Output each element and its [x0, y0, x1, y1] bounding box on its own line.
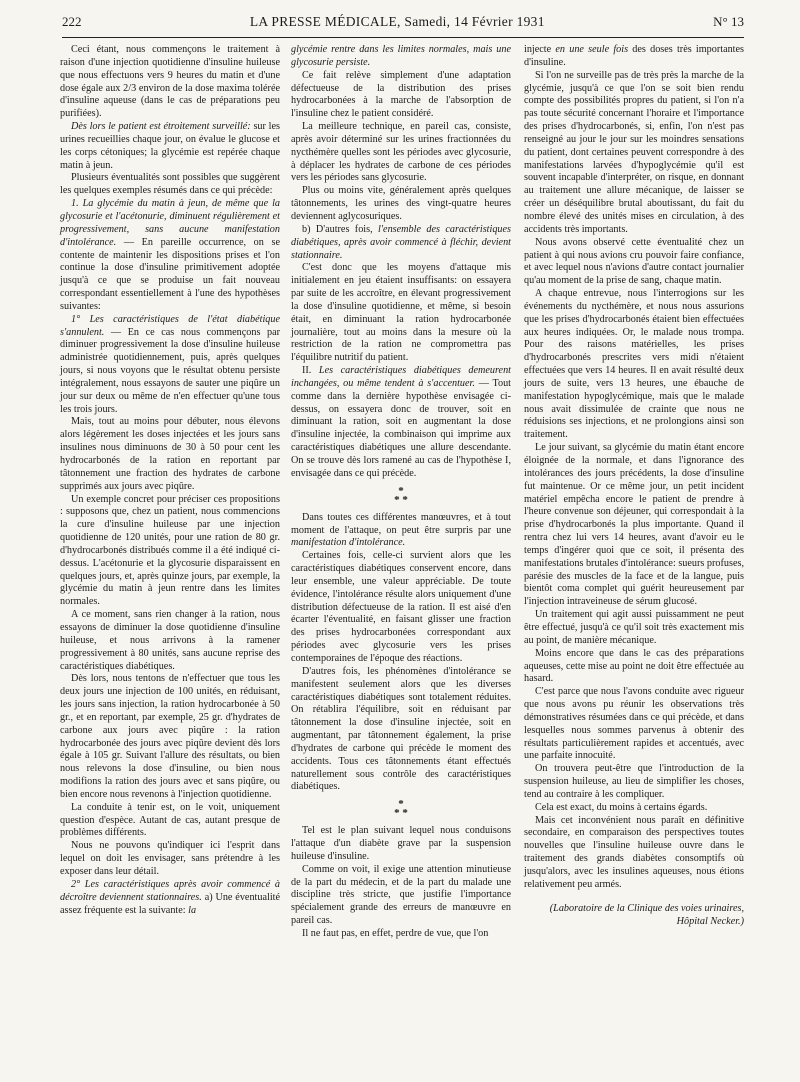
paragraph: Le jour suivant, sa glycémie du matin étant encore éloignée de la normale, et dans l'ignorance des intolérances des jours précédents, la dose d'insuline fut maintenue. Or ce même jour, un petit incident matériel empêcha encore le patient de prendre à l'heure convenue son déjeuner, qui correspondait à la prise d'hydrocarbonés la plus importante. Quand il rentra chez lui vers 14 heures, avant d'avoir eu le temps d'ingérer quoi que ce soit, il présenta des manifestations brutales d'intolérance: sueurs profuses, parésie des muscles de la face et de la langue, puis bientôt coma complet qui guérit heureusement par l'injection intraveineuse de sérum glucosé.: [524, 442, 744, 608]
column-3: [524, 44, 744, 928]
header-rule: [62, 37, 744, 38]
column-1: [60, 44, 280, 917]
paragraph: injecte en une seule fois des doses très importantes d'insuline.: [524, 44, 745, 68]
paragraph: Mais cet inconvénient nous paraît en définitive secondaire, en comparaison des perspectives toutes nouvelles que l'insuline huileuse ouvre dans le traitement des grands diabètes consomptifs où jusqu'alors, avec les insulines aqueuses, nous étions relativement peu armés.: [524, 814, 744, 890]
paragraph: La conduite à tenir est, on le voit, uniquement question d'espèce. Autant de cas, autant presque de problèmes différents.: [60, 801, 280, 839]
emphasis: Dès lors le patient est étroitement surveillé:: [71, 121, 251, 133]
paragraph: glycémie rentre dans les limites normales, mais une glycosurie persiste.: [291, 44, 511, 68]
paragraph: b) D'autres fois, l'ensemble des caractéristiques diabétiques, après avoir commencé à fléchir, devient stationnaire.: [291, 223, 511, 261]
paragraph: Cela est exact, du moins à certains égards.: [535, 801, 708, 813]
journal-title: LA PRESSE MÉDICALE, Samedi, 14 Février 1931: [249, 14, 545, 29]
paragraph: On trouvera peut-être que l'introduction de la suspension huileuse, au lieu de simplifier les choses, tend au contraire à les compliquer.: [524, 763, 744, 800]
paragraph: 1° Les caractéristiques de l'état diabétique s'annulent. — En ce cas nous commençons par diminuer progressivement la dose d'insuline huileuse administrée quotidiennement, puis, après quelques jours, si nous voyons que le résultat obtenu persiste intégralement, nous essayons de sauter une piqûre un jour sur deux ou même de n'en effectuer qu'une tous les trois jours.: [60, 313, 280, 415]
emphasis: 1. La glycémie du matin à jeun, de même que la glycosurie et l'acétonurie, diminuent régulièrement et progressivement, sans aucune manifestation d'intolérance.: [60, 198, 280, 248]
paragraph: Si l'on ne surveille pas de très près la marche de la glycémie, jusqu'à ce que l'on se soit bien rendu compte des possibilités propres du patient, si l'on n'a pas toute sécurité concernant l'horaire et l'importance des prises d'hydrocarbonés, si, enfin, l'on n'est pas renseigné au jour le jour sur les moindres sensations du patient, dont certaines peuvent correspondre à des manifestations larvées d'hypoglycémie qu'il est souvent incapable d'interpréter, on risque, en donnant au traitement une allure mécanique, de laisser se créer un déséquilibre brutal aboutissant, du fait du nombre élevé des unités mises en circulation, à des accidents très importants.: [524, 69, 744, 235]
affiliation-note: (Laboratoire de la Clinique des voies urinaires, Hôpital Necker.): [549, 902, 744, 927]
paragraph: Dès lors, nous tentons de n'effectuer que tous les deux jours une injection de 100 unités, en réduisant, les jours sans injection, la ration hydrocarbonée à 50 gr., et en reportant, par exemple, 25 gr. d'hydrates de carbone aux jours avec piqûre : la ration hydrocarbonée des jours avec piqûre devient dès lors égale à 105 gr. Suivant l'allure des résultats, ou bien nous relevons la dose d'insuline, ou bien nous modifions la ration des jours avec et sans piqûre, ou bien encore nous revenons à l'injection quotidienne.: [60, 673, 280, 800]
paragraph: Plusieurs éventualités sont possibles que suggèrent les quelques exemples résumés dans ce qui précède:: [60, 172, 280, 197]
paragraph: Moins encore que dans le cas des préparations aqueuses, cette mise au point ne doit être effectuée au hasard.: [524, 647, 744, 685]
paragraph: Tel est le plan suivant lequel nous conduisons l'attaque d'un diabète grave par la suspension huileuse d'insuline.: [291, 825, 511, 862]
paragraph: C'est parce que nous l'avons conduite avec rigueur que nous avons pu réunir les observations très démonstratives résumées dans ce qui précède, et dans lesquelles nous sommes parvenus à obtenir des résultats particulièrement rapides et accentués, avec une parfaite innocuité.: [524, 686, 744, 762]
paragraph: Nous ne pouvons qu'indiquer ici l'esprit dans lequel on doit les envisager, sans prétendre à les exposer dans leur détail.: [60, 840, 280, 877]
paragraph: Ceci étant, nous commençons le traitement à raison d'une injection quotidienne d'insuline huileuse que nous effectuons vers 9 heures du matin et d'une dose égale aux 2/3 environ de la dose maxima tolérée d'insuline aqueuse (dans le cas de préparations peu purifiées).: [60, 44, 280, 120]
paragraph: Nous avons observé cette éventualité chez un patient à qui nous avions cru pouvoir faire confiance, et avec lequel nous n'avions d'autre contact journalier qu'au moment de la prise de sang, chaque matin.: [524, 236, 744, 287]
paragraph: Dès lors le patient est étroitement surveillé: sur les urines recueillies chaque jour, on évalue le glucose et les corps cétoniques; la glycémie est repérée chaque matin à jeun.: [60, 121, 280, 171]
paragraph: Dans toutes ces différentes manœuvres, et à tout moment de l'attaque, on peut être surpris par une manifestation d'intolérance.: [291, 511, 511, 549]
paragraph: Plus ou moins vite, généralement après quelques tâtonnements, les urines des vingt-quatre heures deviennent aglycosuriques.: [291, 185, 511, 222]
paragraph: 1. La glycémie du matin à jeun, de même que la glycosurie et l'acétonurie, diminuent régulièrement et progressivement, sans aucune manifestation d'intolérance. — En pareille occurrence, on se contente de maintenir les dispositions prises et l'on continue la dose d'insuline primitivement adoptée jusqu'à ce que se produise un fait nouveau correspondant essentiellement à l'une des hypothèses suivantes:: [60, 198, 280, 312]
paragraph: Comme on voit, il exige une attention minutieuse de la part du médecin, et de la part du malade une discipline très stricte, que justifie l'importance spécialement grande des erreurs de manœuvre en pareil cas.: [291, 863, 511, 927]
running-header: [62, 14, 744, 36]
paragraph: II. Les caractéristiques diabétiques demeurent inchangées, ou même tendent à s'accentuer. — Tout comme dans la dernière hypothèse envisagée ci-dessus, on essayera donc de trouver, soit en diminuant la ration, soit en augmentant la dose d'insuline injectée, la combinaison qui imprime aux caractéristiques diabétiques une allure descendante. On se trouve dès lors ramené au cas de l'hypothèse I, envisagée dans ce qui précède.: [291, 365, 511, 479]
paragraph: A ce moment, sans rien changer à la ration, nous essayons de diminuer la dose quotidienne d'insuline huileuse, et nous arrivons à la ramener progressivement à 80 unités, sans aucune reprise des caractéristiques diabétiques.: [60, 609, 280, 672]
issue-number: N° 13: [713, 14, 744, 29]
paragraph: Ce fait relève simplement d'une adaptation défectueuse de la distribution des prises hydrocarbonées à la marche de l'absorption de l'insuline chez le patient considéré.: [291, 69, 511, 120]
section-separator-stars: * * *: [394, 798, 408, 820]
emphasis: 1° Les caractéristiques de l'état diabétique s'annulent.: [60, 313, 280, 338]
paragraph: 2° Les caractéristiques après avoir commencé à décroître deviennent stationnaires. a) Une éventualité assez fréquente est la suivante: la: [60, 878, 281, 916]
page-number: 222: [62, 14, 82, 29]
paragraph: C'est donc que les moyens d'attaque mis initialement en jeu étaient insuffisants: on essayera par suite de les accroître, en élevant progressivement la dose d'insuline quotidienne, et même, si besoin était, en diminuant la ration hydrocarbonée journalière, tout au moins dans la mesure où la restriction de la ration ne compromettra pas l'équilibre nutritif du patient.: [291, 262, 511, 364]
emphasis: 2° Les caractéristiques après avoir commencé à décroître deviennent stationnaires.: [60, 878, 280, 903]
paragraph: D'autres fois, les phénomènes d'intolérance se manifestent seulement alors que les diverses caractéristiques diabétiques sont totalement réduites. On rétablira l'équilibre, soit en réduisant par tâtonnement la dose d'insuline injectée, soit en augmentant, par tâtonnement également, la prise d'hydrates de carbone qui précède le moment des accidents. Tous ces tâtonnements étant effectués naturellement sous contrôle des caractéristiques diabétiques.: [291, 665, 511, 793]
paragraph: Mais, tout au moins pour débuter, nous élevons alors légèrement les doses injectées et les jours sans insulines nous diminuons de 30 à 50 pour cent les hydrocarbonés de la ration en reportant par tâtonnement une fraction des hydrates de carbone supprimés aux jours avec piqûre.: [60, 416, 280, 492]
paragraph: Certaines fois, celle-ci survient alors que les caractéristiques diabétiques conservent encore, dans leur ensemble, une valeur appréciable. De toute évidence, l'intolérance résulte alors uniquement d'une distribution défectueuse de la ration. Il est aisé d'en écarter l'éventualité, en faisant glisser une fraction des prises hydrocarbonées correspondant aux périodes avec glycosurie vers les prises contemporaines de l'époque des réactions.: [291, 550, 511, 664]
column-2: [291, 44, 511, 941]
section-separator-stars: * * *: [394, 484, 408, 506]
paragraph: A chaque entrevue, nous l'interrogions sur les événements du nycthémère, et nous nous assurions que les prises d'hydrocarbonés étaient bien effectuées aux heures indiquées. Or, le malade nous trompa. Pour des raisons matérielles, les prises d'hydrocarbonés prescrites vers midi n'étaient effectuées que vers 14 heures. Il en avait résulté deux jours de suite, vers 13 heures, une ébauche de manifestation hypoglycémique, mais que le malade nous avait dissimulée de crainte que nous ne réduisions ses injections, et ne prolongions ainsi son traitement.: [524, 288, 744, 441]
paragraph: Un exemple concret pour préciser ces propositions : supposons que, chez un patient, nous commencions la cure d'insuline huileuse par une injection quotidienne de 120 unités, pour une ration de 80 gr. d'hydrocarbonés distribués comme il a été indiqué ci-dessus. L'acétonurie et la glycosurie disparaissent en quelques jours, et, après quinze jours, par exemple, la glycémie du matin à jeun rentre dans les limites normales.: [60, 493, 280, 608]
paragraph: La meilleure technique, en pareil cas, consiste, après avoir déterminé sur les urines fractionnées du nycthémère quelles sont les périodes avec glycosurie, à déplacer les hydrates de carbone de ces périodes vers les périodes sans glycosurie.: [291, 121, 511, 184]
paragraph: Il ne faut pas, en effet, perdre de vue, que l'on: [302, 928, 489, 939]
paragraph: Un traitement qui agit aussi puissamment ne peut être effectué, jusqu'à ce qu'il soit très exactement mis au point, de manière mécanique.: [524, 609, 744, 646]
